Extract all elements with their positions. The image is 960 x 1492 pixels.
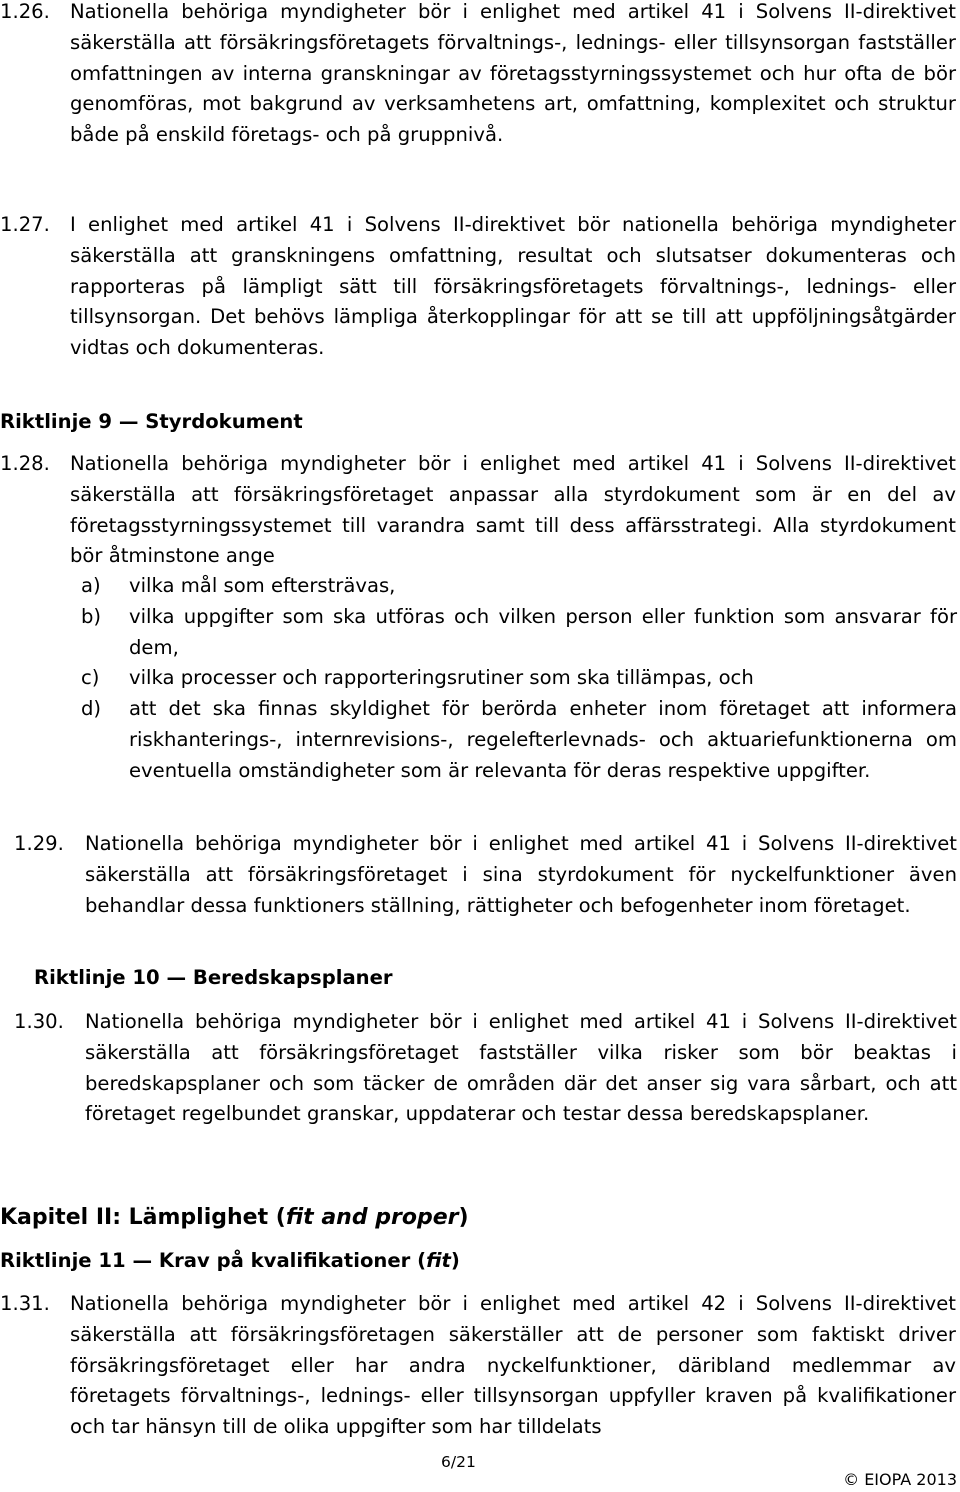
paragraph-text: Nationella behöriga myndigheter bör i enlighet med artikel 42 i Solvens II-direktivet säkerställa att försäkringsföretagen säkerställer att de personer som faktiskt driver försäkringsföretaget eller har andra nyckelfunktioner, däribland medlemmar av företagets förvaltnings-, lednings- eller tillsynsorgan uppfyller kraven på kvalifikationer och tar hänsyn till de olika uppgifter som har tilldelats (70, 1292, 956, 1439)
chapter-2-heading (0, 1203, 469, 1233)
list-item-label: c) (81, 666, 100, 690)
paragraph-1-31 (0, 1289, 956, 1443)
paragraph-number: 1.29. (14, 832, 64, 855)
list-item (81, 571, 957, 602)
paragraph-number: 1.31. (0, 1292, 50, 1315)
chapter-2-heading-prefix: Kapitel II: Lämplighet ( (0, 1205, 286, 1230)
paragraph-1-30 (14, 1007, 957, 1130)
styrdokument-list (81, 571, 957, 787)
paragraph-text: Nationella behöriga myndigheter bör i enlighet med artikel 41 i Solvens II-direktivet säkerställa att försäkringsföretaget i sina styrdokument för nyckelfunktioner även behandlar dessa funktioners ställning, rättigheter och befogenheter inom företaget. (85, 832, 957, 917)
paragraph-text: Nationella behöriga myndigheter bör i enlighet med artikel 41 i Solvens II-direktivet säkerställa att försäkringsföretagets förvaltnings-, lednings- eller tillsynsorgan fastställer omfattningen av interna granskningar av företagsstyrningssystemet och hur ofta de bör genomföras, mot bakgrund av verksamhetens art, omfattning, komplexitet och struktur både på enskild företags- och på gruppnivå. (70, 0, 956, 147)
list-item-label: b) (81, 604, 102, 628)
list-item-text: vilka mål som eftersträvas, (129, 574, 396, 597)
list-item-text: vilka uppgifter som ska utföras och vilken person eller funktion som ansvarar för dem, (129, 604, 957, 659)
list-item-label: d) (81, 697, 102, 721)
paragraph-number: 1.30. (14, 1010, 64, 1033)
paragraph-number: 1.28. (0, 452, 50, 475)
guideline-9-heading: Riktlinje 9 — Styrdokument (0, 410, 303, 433)
list-item (81, 694, 957, 786)
paragraph-text: Nationella behöriga myndigheter bör i enlighet med artikel 41 i Solvens II-direktivet säkerställa att försäkringsföretaget anpassar alla styrdokument som är en del av företagsstyrningssystemet till varandra samt till dess affärsstrategi. Alla styrdokument bör åtminstone ange (70, 452, 956, 568)
paragraph-number: 1.26. (0, 0, 50, 23)
paragraph-1-26 (0, 0, 956, 151)
chapter-2-heading-italic: fit and proper (285, 1205, 459, 1230)
copyright-notice: © EIOPA 2013 (843, 1470, 957, 1489)
guideline-10-heading: Riktlinje 10 — Beredskapsplaner (34, 966, 393, 989)
paragraph-text: Nationella behöriga myndigheter bör i enlighet med artikel 41 i Solvens II-direktivet säkerställa att försäkringsföretaget fastställer vilka risker som bör beaktas i beredskapsplaner och som täcker de områden där det anser sig vara sårbart, och att företaget regelbundet granskar, uppdaterar och testar dessa beredskapsplaner. (85, 1010, 957, 1126)
guideline-11-heading (0, 1246, 460, 1276)
list-item (81, 663, 957, 694)
paragraph-1-28 (0, 449, 956, 572)
guideline-11-heading-italic: fit (426, 1249, 451, 1272)
guideline-11-heading-prefix: Riktlinje 11 — Krav på kvalifikationer ( (0, 1249, 427, 1272)
list-item-label: a) (81, 574, 101, 597)
page-number: 6/21 (441, 1453, 476, 1471)
list-item-text: att det ska finnas skyldighet för berörda enheter inom företaget att informera riskhanterings-, internrevisions-, regelefterlevnads- och aktuariefunktionerna om eventuella omständigheter som är relevanta för deras respektive uppgifter. (129, 697, 957, 782)
paragraph-1-27 (0, 210, 956, 364)
paragraph-1-29 (14, 829, 957, 921)
chapter-2-heading-suffix: ) (458, 1205, 469, 1230)
paragraph-text: I enlighet med artikel 41 i Solvens II-direktivet bör nationella behöriga myndigheter säkerställa att granskningens omfattning, resultat och slutsatser dokumenteras och rapporteras på lämpligt sätt till försäkringsföretagets förvaltnings-, lednings- eller tillsynsorgan. Det behövs lämpliga återkopplingar för att se till att uppföljningsåtgärder vidtas och dokumenteras. (70, 213, 956, 360)
guideline-11-heading-suffix: ) (450, 1249, 460, 1272)
paragraph-number: 1.27. (0, 213, 50, 236)
list-item-text: vilka processer och rapporteringsrutiner som ska tillämpas, och (129, 666, 754, 690)
list-item (81, 602, 957, 664)
